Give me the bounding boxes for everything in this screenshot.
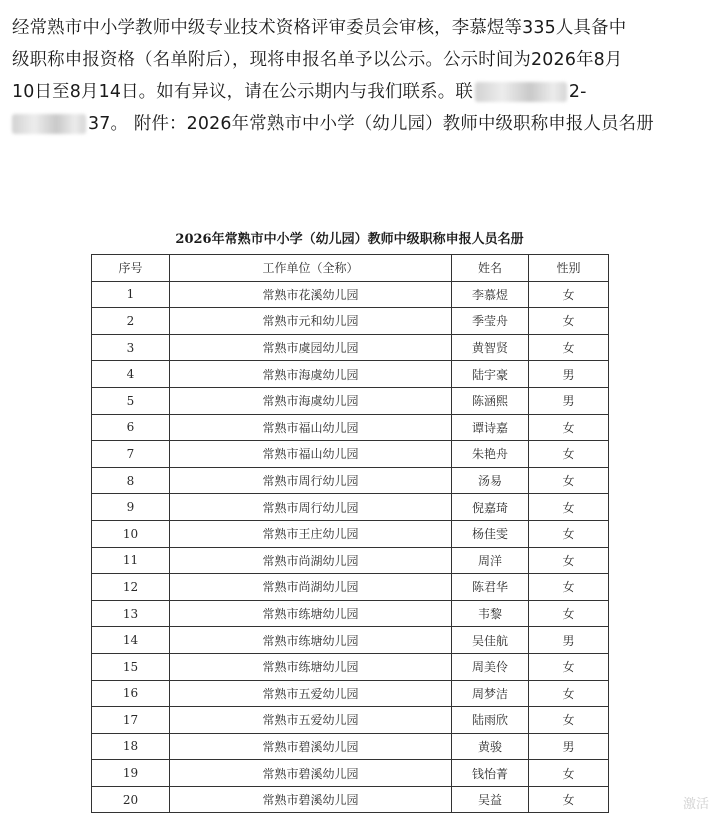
activate-watermark: 激活 <box>682 797 709 812</box>
cell-index: 9 <box>92 494 170 521</box>
cell-unit: 常熟市练塘幼儿园 <box>170 627 452 654</box>
announcement-line-3 <box>12 76 704 108</box>
table-row <box>92 361 609 388</box>
roster-body <box>92 281 609 813</box>
cell-index: 7 <box>92 441 170 468</box>
cell-unit: 常熟市碧溪幼儿园 <box>170 786 452 813</box>
cell-index: 20 <box>92 786 170 813</box>
cell-index: 10 <box>92 520 170 547</box>
cell-gender: 男 <box>529 627 609 654</box>
cell-index: 15 <box>92 653 170 680</box>
cell-name: 钱怡菁 <box>452 760 529 787</box>
cell-gender: 女 <box>529 680 609 707</box>
cell-gender: 女 <box>529 467 609 494</box>
cell-unit: 常熟市海虞幼儿园 <box>170 387 452 414</box>
cell-index: 17 <box>92 707 170 734</box>
cell-unit: 常熟市五爱幼儿园 <box>170 707 452 734</box>
cell-unit: 常熟市尚湖幼儿园 <box>170 547 452 574</box>
cell-gender: 女 <box>529 334 609 361</box>
cell-unit: 常熟市福山幼儿园 <box>170 414 452 441</box>
table-row <box>92 600 609 627</box>
cell-unit: 常熟市王庄幼儿园 <box>170 520 452 547</box>
cell-unit: 常熟市元和幼儿园 <box>170 308 452 335</box>
cell-index: 18 <box>92 733 170 760</box>
cell-index: 16 <box>92 680 170 707</box>
table-row <box>92 574 609 601</box>
cell-index: 14 <box>92 627 170 654</box>
table-row <box>92 627 609 654</box>
announcement-line-1: 经常熟市中小学教师中级专业技术资格评审委员会审核，李慕煜等335人具备中 <box>12 18 627 38</box>
header-gender: 性别 <box>529 255 609 282</box>
cell-index: 19 <box>92 760 170 787</box>
table-row <box>92 467 609 494</box>
cell-index: 12 <box>92 574 170 601</box>
table-row <box>92 334 609 361</box>
announcement-line-3-text: 10日至8月14日。如有异议，请在公示期内与我们联系。联 <box>12 82 473 102</box>
redacted-phone-part-2 <box>12 114 86 134</box>
cell-index: 1 <box>92 281 170 308</box>
header-index: 序号 <box>92 255 170 282</box>
table-row <box>92 308 609 335</box>
table-row <box>92 281 609 308</box>
table-header-row <box>92 255 609 282</box>
cell-gender: 女 <box>529 786 609 813</box>
roster-title: 2026年常熟市中小学（幼儿园）教师中级职称申报人员名册 <box>175 232 524 247</box>
table-row <box>92 653 609 680</box>
redacted-phone-part-1 <box>475 82 567 102</box>
table-row <box>92 733 609 760</box>
cell-index: 11 <box>92 547 170 574</box>
table-row <box>92 520 609 547</box>
cell-gender: 女 <box>529 574 609 601</box>
roster-table <box>91 254 609 813</box>
cell-gender: 女 <box>529 494 609 521</box>
cell-name: 汤易 <box>452 467 529 494</box>
cell-name: 黄骏 <box>452 733 529 760</box>
table-row <box>92 494 609 521</box>
cell-gender: 男 <box>529 733 609 760</box>
cell-gender: 女 <box>529 308 609 335</box>
cell-index: 8 <box>92 467 170 494</box>
cell-name: 周梦洁 <box>452 680 529 707</box>
cell-gender: 女 <box>529 653 609 680</box>
cell-name: 韦黎 <box>452 600 529 627</box>
announcement-line-2: 级职称申报资格（名单附后），现将申报名单予以公示。公示时间为2026年8月 <box>12 50 623 70</box>
table-row <box>92 547 609 574</box>
table-row <box>92 786 609 813</box>
cell-gender: 男 <box>529 361 609 388</box>
cell-index: 6 <box>92 414 170 441</box>
cell-unit: 常熟市福山幼儿园 <box>170 441 452 468</box>
announcement-text <box>12 12 704 140</box>
cell-unit: 常熟市周行幼儿园 <box>170 494 452 521</box>
cell-unit: 常熟市尚湖幼儿园 <box>170 574 452 601</box>
cell-unit: 常熟市碧溪幼儿园 <box>170 760 452 787</box>
cell-index: 3 <box>92 334 170 361</box>
cell-name: 季莹舟 <box>452 308 529 335</box>
cell-name: 陆雨欣 <box>452 707 529 734</box>
cell-unit: 常熟市练塘幼儿园 <box>170 600 452 627</box>
table-row <box>92 441 609 468</box>
cell-name: 吴佳航 <box>452 627 529 654</box>
cell-name: 吴益 <box>452 786 529 813</box>
table-row <box>92 707 609 734</box>
cell-name: 陈涵熙 <box>452 387 529 414</box>
header-unit: 工作单位（全称） <box>170 255 452 282</box>
table-row <box>92 387 609 414</box>
cell-name: 李慕煜 <box>452 281 529 308</box>
cell-name: 倪嘉琦 <box>452 494 529 521</box>
cell-name: 朱艳舟 <box>452 441 529 468</box>
cell-gender: 女 <box>529 760 609 787</box>
cell-gender: 女 <box>529 707 609 734</box>
announcement-line-4-text: 37。 附件：2026年常熟市中小学（幼儿园）教师中级职称申报人员名册 <box>88 114 654 134</box>
announcement-line-3-end: 2- <box>568 82 587 102</box>
cell-gender: 女 <box>529 600 609 627</box>
cell-name: 杨佳雯 <box>452 520 529 547</box>
announcement-line-4 <box>12 108 704 140</box>
cell-index: 13 <box>92 600 170 627</box>
cell-gender: 女 <box>529 281 609 308</box>
table-row <box>92 680 609 707</box>
cell-name: 陈君华 <box>452 574 529 601</box>
cell-unit: 常熟市周行幼儿园 <box>170 467 452 494</box>
cell-gender: 女 <box>529 547 609 574</box>
table-row <box>92 414 609 441</box>
cell-unit: 常熟市练塘幼儿园 <box>170 653 452 680</box>
cell-name: 周美伶 <box>452 653 529 680</box>
cell-index: 2 <box>92 308 170 335</box>
cell-gender: 女 <box>529 441 609 468</box>
cell-unit: 常熟市碧溪幼儿园 <box>170 733 452 760</box>
cell-name: 陆宇豪 <box>452 361 529 388</box>
cell-unit: 常熟市海虞幼儿园 <box>170 361 452 388</box>
cell-gender: 女 <box>529 520 609 547</box>
cell-name: 周洋 <box>452 547 529 574</box>
cell-unit: 常熟市虞园幼儿园 <box>170 334 452 361</box>
cell-gender: 女 <box>529 414 609 441</box>
table-row <box>92 760 609 787</box>
cell-unit: 常熟市五爱幼儿园 <box>170 680 452 707</box>
cell-name: 黄智贤 <box>452 334 529 361</box>
cell-unit: 常熟市花溪幼儿园 <box>170 281 452 308</box>
cell-gender: 男 <box>529 387 609 414</box>
cell-name: 谭诗嘉 <box>452 414 529 441</box>
header-name: 姓名 <box>452 255 529 282</box>
cell-index: 5 <box>92 387 170 414</box>
cell-index: 4 <box>92 361 170 388</box>
